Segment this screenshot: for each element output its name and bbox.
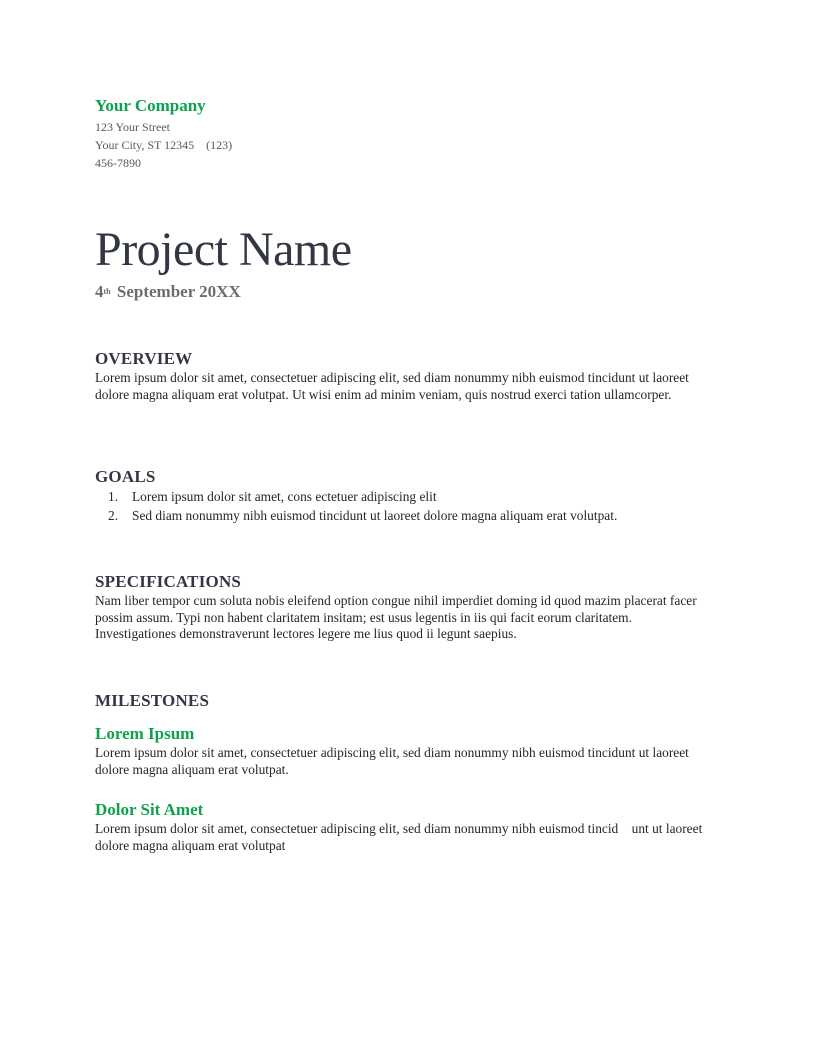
company-address	[95, 118, 715, 172]
project-date	[95, 281, 241, 303]
specifications-text: Nam liber tempor cum soluta nobis eleifend option congue nihil imperdiet doming id quod mazim placerat facer possim assum. Typi non habent claritatem insitam; est usus legentis in iis qui facit eorum claritatem. Investigationes demonstraverunt lectores legere me lius quod ii legunt saepius.	[95, 593, 697, 641]
goals-list	[95, 488, 715, 525]
company-block	[95, 95, 715, 172]
address-line-1: 123 Your Street	[95, 120, 171, 134]
milestone-text: Lorem ipsum dolor sit amet, consectetuer adipiscing elit, sed diam nonummy nibh euismod tincidunt ut laoreet dolore magna aliquam erat volutpat.	[95, 745, 689, 777]
milestone-item	[95, 799, 715, 854]
goal-number: 2.	[108, 507, 119, 523]
date-day: 4	[95, 282, 104, 301]
goals-heading: GOALS	[95, 467, 156, 486]
date-rest: September 20XX	[116, 282, 241, 301]
goal-item	[95, 507, 715, 526]
goal-number: 1.	[108, 489, 119, 504]
specifications-section	[95, 571, 715, 643]
document-page	[95, 95, 715, 853]
date-suffix: th	[103, 287, 111, 296]
milestone-title: Dolor Sit Amet	[95, 800, 204, 819]
overview-heading: OVERVIEW	[95, 349, 193, 368]
company-name: Your Company	[95, 96, 206, 115]
overview-section	[95, 348, 715, 403]
goal-text: Lorem ipsum dolor sit amet, cons ectetuer adipiscing elit	[132, 489, 437, 504]
milestone-title: Lorem Ipsum	[95, 724, 195, 743]
milestones-heading: MILESTONES	[95, 691, 210, 710]
address-line-3: 456-7890	[95, 156, 141, 170]
milestones-section	[95, 690, 715, 854]
goal-item	[95, 488, 715, 507]
goals-section	[95, 466, 715, 525]
specifications-heading: SPECIFICATIONS	[95, 572, 242, 591]
address-line-2: Your City, ST 12345 (123)	[95, 138, 233, 152]
goal-text: Sed diam nonummy nibh euismod tincidunt ut laoreet dolore magna aliquam erat volutpat.	[132, 507, 618, 523]
milestone-item	[95, 723, 715, 778]
project-title: Project Name	[95, 223, 352, 276]
milestone-text: Lorem ipsum dolor sit amet, consectetuer adipiscing elit, sed diam nonummy nibh euismod tincid unt ut laoreet dolore magna aliquam erat volutpat	[95, 821, 706, 853]
overview-text: Lorem ipsum dolor sit amet, consectetuer adipiscing elit, sed diam nonummy nibh euismod tincidunt ut laoreet dolore magna aliquam erat volutpat. Ut wisi enim ad minim veniam, quis nostrud exerci tation ullamcorper.	[95, 370, 689, 402]
